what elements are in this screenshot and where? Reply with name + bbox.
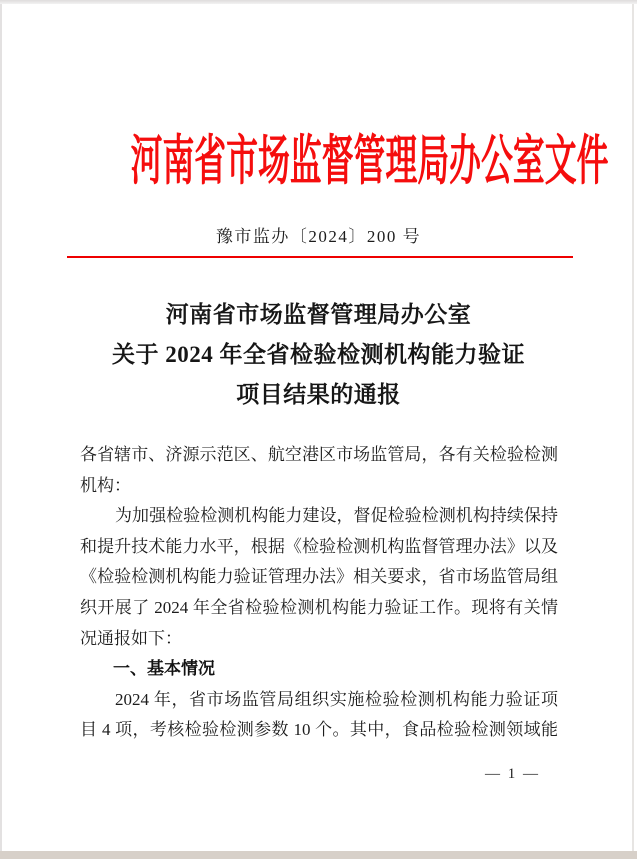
recipients-line-2: 机构： xyxy=(80,475,131,495)
page-edge-right xyxy=(632,4,634,851)
title-line-1: 河南省市场监督管理局办公室 xyxy=(165,302,472,327)
title-line-3: 项目结果的通报 xyxy=(236,382,401,407)
document-title xyxy=(0,295,637,415)
document-number: 豫市监办〔2024〕200 号 xyxy=(215,227,422,246)
paragraph-1-line-5: 况通报如下： xyxy=(80,628,182,648)
title-line-2: 关于 2024 年全省检验检测机构能力验证 xyxy=(112,342,525,367)
page-number: — 1 — xyxy=(485,766,540,782)
paragraph-1-line-4: 织开展了 2024 年全省检验检测机构能力验证工作。现将有关情 xyxy=(80,597,558,617)
red-separator-line xyxy=(67,256,573,258)
page-edge-bottom xyxy=(0,851,637,859)
paragraph-2-line-1: 2024 年，省市场监管局组织实施检验检测机构能力验证项 xyxy=(115,689,558,709)
paragraph-1-line-3: 《检验检测机构能力验证管理办法》相关要求，省市场监管局组 xyxy=(80,567,558,587)
paragraph-1-line-2: 和提升技术能力水平，根据《检验检测机构监督管理办法》以及 xyxy=(80,536,558,556)
section-1-heading: 一、基本情况 xyxy=(113,659,215,679)
page-edge-top xyxy=(0,0,637,4)
page-edge-left xyxy=(0,4,2,851)
paragraph-1-line-1: 为加强检验检测机构能力建设，督促检验检测机构持续保持 xyxy=(115,506,558,526)
document-header-banner: 河南省市场监督管理局办公室文件 xyxy=(130,131,609,191)
document-body xyxy=(80,440,558,746)
recipients-line-1: 各省辖市、济源示范区、航空港区市场监管局，各有关检验检测 xyxy=(80,445,558,464)
paragraph-2-line-2: 目 4 项，考核检验检测参数 10 个。其中，食品检验检测领域能 xyxy=(80,720,558,740)
